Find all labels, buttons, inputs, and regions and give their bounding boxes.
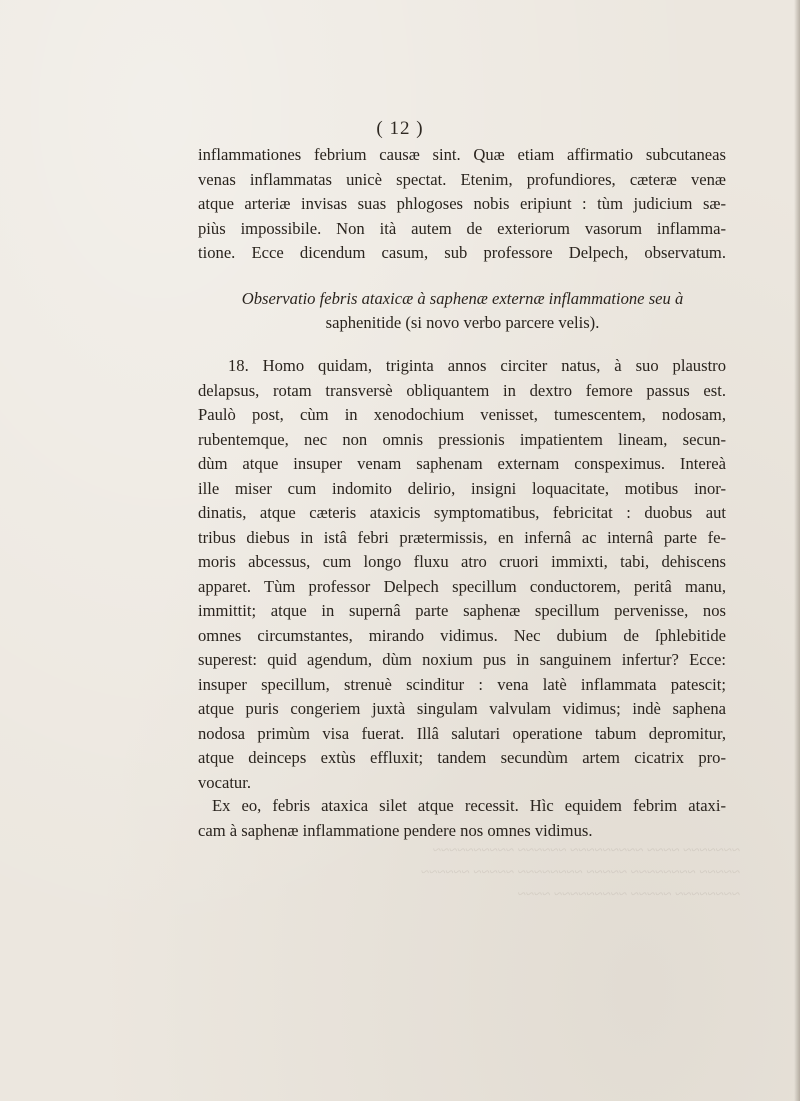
paragraph-3 [198,794,726,843]
paragraph-1 [198,143,726,266]
paragraph-2-line: insuper specillum, strenuè scinditur : vena latè inflammata patescit; [198,674,726,694]
paragraph-2-line: apparet. Tùm professor Delpech specillum conductorem, peritâ manu, [198,576,726,596]
paragraph-2-line: nodosa primùm visa fuerat. Illâ salutari operatione tabum depromitur, [198,723,726,743]
observation-heading [190,287,735,335]
paragraph-2-line: superest: quid agendum, dùm noxium pus in sanguinem infertur? Ecce: [198,650,726,669]
observation-heading-roman: saphenitide (si novo verbo parcere velis). [325,313,600,332]
page-edge-shadow [794,0,800,1101]
bleed-through-texture: ~~~~~~~ ~~~~ ~~~~~~~~~ ~~~~~~ ~~~~~~~~~~ ~~~~~ ~~~~~~~~ ~~~~~ ~~~~~~~~ ~~~~~ ~~~~~~ ~~~~~~~~ ~~~~~ ~~~~~~~~~ ~~~~ [420,843,740,903]
paragraph-2-line: dùm atque insuper venam saphenam externam conspeximus. Intereà [198,454,726,473]
paragraph-2-line: rubentemque, nec non omnis pressionis impatientem lineam, secun- [198,429,726,449]
paragraph-2-line: Paulò post, cùm in xenodochium venisset, tumescentem, nodosam, [198,405,726,424]
paragraph-2-line: ille miser cum indomito delirio, insigni loquacitate, motibus inor- [198,478,726,498]
observation-heading-italic: Observatio febris ataxicæ à saphenæ externæ inflammatione seu à [241,289,684,308]
paragraph-2-line: atque deinceps extùs effluxit; tandem secundùm artem cicatrix pro- [198,748,726,767]
paragraph-2-line: omnes circumstantes, mirando vidimus. Nec dubium de ſphlebitide [198,625,726,645]
paragraph-1-line: tione. Ecce dicendum casum, sub professore Delpech, observatum. [198,243,726,262]
paragraph-2-line: vocatur. [198,772,251,792]
page-number: ( 12 ) [376,118,424,139]
paragraph-2-line: delapsus, rotam transversè obliquantem in dextro femore passus est. [198,380,726,400]
paragraph-1-line: inflammationes febrium causæ sint. Quæ etiam affirmatio subcutaneas [198,145,726,164]
paragraph-2-line: moris abcessus, cum longo fluxu atro cruori immixti, tabi, dehiscens [198,552,726,571]
paragraph-2-line: 18. Homo quidam, triginta annos circiter natus, à suo plaustro [228,356,726,375]
paragraph-2-line: immittit; atque in supernâ parte saphenæ specillum pervenisse, nos [198,601,726,620]
paragraph-2 [198,354,726,795]
paragraph-1-line: venas inflammatas unicè spectat. Etenim, profundiores, cæteræ venæ [198,169,726,189]
paragraph-2-line: dinatis, atque cæteris ataxicis symptomatibus, febricitat : duobus aut [198,503,726,522]
paragraph-3-line: Ex eo, febris ataxica silet atque recessit. Hìc equidem febrim ataxi- [212,796,726,815]
paragraph-1-line: piùs impossibile. Non ità autem de exteriorum vasorum inflamma- [198,218,726,238]
paragraph-2-line: atque puris congeriem juxtà singulam valvulam vidimus; indè saphena [198,699,726,718]
paragraph-1-line: atque arteriæ invisas suas phlogoses nobis eripiunt : tùm judicium sæ- [198,194,726,213]
paragraph-3-line: cam à saphenæ inflammatione pendere nos omnes vidimus. [198,820,593,840]
paragraph-2-line: tribus diebus in istâ febri prætermissis, en infernâ ac internâ parte fe- [198,527,726,547]
